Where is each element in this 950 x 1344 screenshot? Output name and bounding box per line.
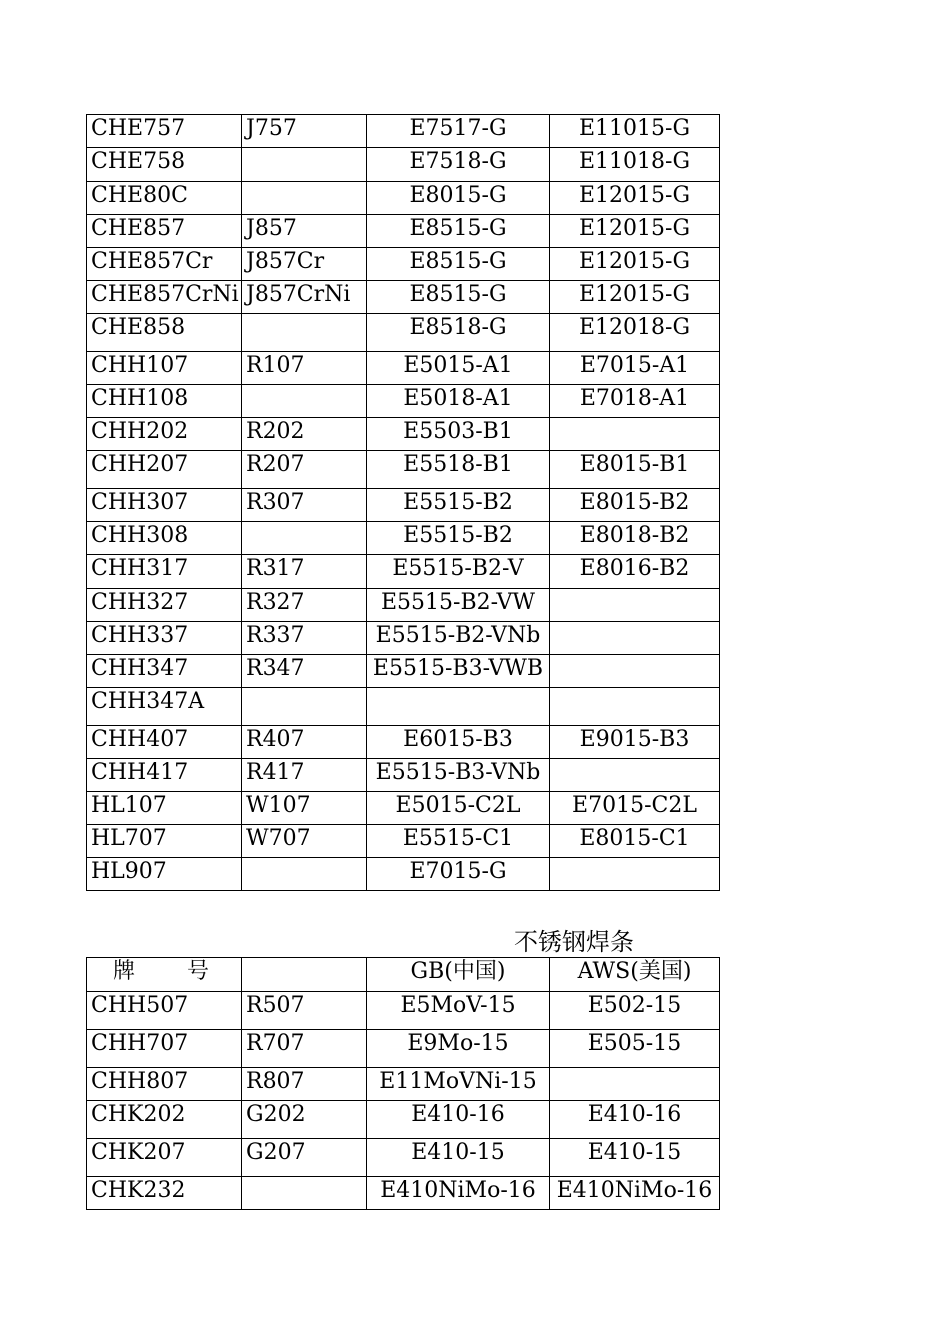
brand-cell: CHH307	[87, 489, 242, 522]
table-row	[87, 148, 720, 182]
gb-standard-cell: E7518-G	[367, 148, 550, 182]
old-brand-cell: R202	[242, 418, 367, 451]
gb-standard-cell: E5515-B2	[367, 489, 550, 522]
aws-standard-cell: E505-15	[550, 1030, 720, 1068]
aws-standard-cell	[550, 589, 720, 622]
old-brand-cell: J857CrNi	[242, 281, 367, 314]
stainless-table-body	[87, 992, 720, 1210]
table-row	[87, 858, 720, 891]
table-row	[87, 555, 720, 589]
brand-cell: CHH707	[87, 1030, 242, 1068]
gb-standard-cell: E5515-B3-VNb	[367, 759, 550, 792]
old-brand-cell: R407	[242, 726, 367, 759]
gb-standard-cell: E5518-B1	[367, 451, 550, 489]
gb-standard-cell: E410-15	[367, 1139, 550, 1177]
table-row	[87, 215, 720, 248]
old-brand-cell: R707	[242, 1030, 367, 1068]
gb-standard-cell: E5MoV-15	[367, 992, 550, 1030]
gb-standard-cell: E8515-G	[367, 215, 550, 248]
brand-cell: HL707	[87, 825, 242, 858]
gb-standard-cell: E11MoVNi-15	[367, 1068, 550, 1101]
header-aws: AWS(美国)	[550, 958, 720, 992]
electrode-table-upper	[86, 114, 720, 891]
old-brand-cell: R307	[242, 489, 367, 522]
old-brand-cell: J857	[242, 215, 367, 248]
header-gb: GB(中国)	[367, 958, 550, 992]
table-row	[87, 451, 720, 489]
header-brand-char-1: 牌	[113, 959, 136, 984]
brand-cell: CHH807	[87, 1068, 242, 1101]
brand-cell: CHH507	[87, 992, 242, 1030]
old-brand-cell	[242, 182, 367, 215]
gb-standard-cell: E8515-G	[367, 248, 550, 281]
brand-cell: CHE857	[87, 215, 242, 248]
gb-standard-cell: E7517-G	[367, 115, 550, 148]
brand-cell: CHH207	[87, 451, 242, 489]
aws-standard-cell: E410-15	[550, 1139, 720, 1177]
old-brand-cell	[242, 314, 367, 352]
gb-standard-cell: E410-16	[367, 1101, 550, 1139]
aws-standard-cell: E7018-A1	[550, 385, 720, 418]
brand-cell: CHK202	[87, 1101, 242, 1139]
brand-cell: CHH407	[87, 726, 242, 759]
table-row	[87, 1177, 720, 1210]
brand-cell: HL907	[87, 858, 242, 891]
old-brand-cell: R807	[242, 1068, 367, 1101]
brand-cell: CHH308	[87, 522, 242, 555]
table-row	[87, 385, 720, 418]
table-row	[87, 522, 720, 555]
brand-cell: CHH202	[87, 418, 242, 451]
brand-cell: CHE857CrNi	[87, 281, 242, 314]
header-brand-cell	[87, 958, 242, 992]
gb-standard-cell: E5503-B1	[367, 418, 550, 451]
table-row	[87, 1139, 720, 1177]
aws-standard-cell: E502-15	[550, 992, 720, 1030]
brand-cell: CHH108	[87, 385, 242, 418]
old-brand-cell: G202	[242, 1101, 367, 1139]
old-brand-cell: R417	[242, 759, 367, 792]
old-brand-cell: W707	[242, 825, 367, 858]
aws-standard-cell	[550, 688, 720, 726]
aws-standard-cell: E11018-G	[550, 148, 720, 182]
gb-standard-cell: E5018-A1	[367, 385, 550, 418]
table-row	[87, 489, 720, 522]
brand-cell: CHK207	[87, 1139, 242, 1177]
old-brand-cell	[242, 148, 367, 182]
old-brand-cell	[242, 385, 367, 418]
section-title: 不锈钢焊条	[514, 928, 634, 956]
brand-cell: CHE758	[87, 148, 242, 182]
old-brand-cell: R507	[242, 992, 367, 1030]
gb-standard-cell: E5515-B2-VNb	[367, 622, 550, 655]
brand-cell: CHH327	[87, 589, 242, 622]
table-row	[87, 115, 720, 148]
aws-standard-cell: E8016-B2	[550, 555, 720, 589]
table-row	[87, 688, 720, 726]
old-brand-cell: R337	[242, 622, 367, 655]
upper-table-body	[87, 115, 720, 891]
old-brand-cell: R317	[242, 555, 367, 589]
gb-standard-cell: E5515-C1	[367, 825, 550, 858]
aws-standard-cell	[550, 759, 720, 792]
brand-cell: CHE757	[87, 115, 242, 148]
table-row	[87, 248, 720, 281]
aws-standard-cell	[550, 1068, 720, 1101]
gb-standard-cell: E5015-A1	[367, 352, 550, 385]
gb-standard-cell: E8515-G	[367, 281, 550, 314]
gb-standard-cell: E8518-G	[367, 314, 550, 352]
aws-standard-cell: E8015-B1	[550, 451, 720, 489]
brand-cell: HL107	[87, 792, 242, 825]
gb-standard-cell	[367, 688, 550, 726]
table-row	[87, 1068, 720, 1101]
table-row	[87, 352, 720, 385]
table-row	[87, 759, 720, 792]
aws-standard-cell: E12018-G	[550, 314, 720, 352]
aws-standard-cell: E12015-G	[550, 215, 720, 248]
table-row	[87, 281, 720, 314]
gb-standard-cell: E5015-C2L	[367, 792, 550, 825]
aws-standard-cell: E12015-G	[550, 248, 720, 281]
aws-standard-cell: E9015-B3	[550, 726, 720, 759]
old-brand-cell: W107	[242, 792, 367, 825]
brand-cell: CHH107	[87, 352, 242, 385]
gb-standard-cell: E5515-B3-VWB	[367, 655, 550, 688]
header-brand-char-2: 号	[187, 959, 210, 984]
aws-standard-cell: E410-16	[550, 1101, 720, 1139]
table-row	[87, 1030, 720, 1068]
table-row	[87, 314, 720, 352]
table-row	[87, 182, 720, 215]
old-brand-cell	[242, 1177, 367, 1210]
old-brand-cell	[242, 522, 367, 555]
old-brand-cell: J857Cr	[242, 248, 367, 281]
brand-cell: CHK232	[87, 1177, 242, 1210]
brand-cell: CHE80C	[87, 182, 242, 215]
table-row	[87, 622, 720, 655]
old-brand-cell: J757	[242, 115, 367, 148]
old-brand-cell: R207	[242, 451, 367, 489]
old-brand-cell	[242, 858, 367, 891]
aws-standard-cell: E7015-C2L	[550, 792, 720, 825]
aws-standard-cell: E7015-A1	[550, 352, 720, 385]
table-row	[87, 792, 720, 825]
aws-standard-cell: E12015-G	[550, 281, 720, 314]
electrode-table-stainless	[86, 957, 720, 1210]
aws-standard-cell	[550, 858, 720, 891]
table-row	[87, 825, 720, 858]
brand-cell: CHH347	[87, 655, 242, 688]
brand-cell: CHH337	[87, 622, 242, 655]
old-brand-cell: R327	[242, 589, 367, 622]
aws-standard-cell: E8018-B2	[550, 522, 720, 555]
aws-standard-cell	[550, 655, 720, 688]
aws-standard-cell: E8015-B2	[550, 489, 720, 522]
gb-standard-cell: E7015-G	[367, 858, 550, 891]
table-header-row	[87, 958, 720, 992]
table-row	[87, 726, 720, 759]
table-row	[87, 655, 720, 688]
gb-standard-cell: E8015-G	[367, 182, 550, 215]
old-brand-cell: R347	[242, 655, 367, 688]
table-row	[87, 418, 720, 451]
aws-standard-cell: E11015-G	[550, 115, 720, 148]
aws-standard-cell	[550, 418, 720, 451]
brand-cell: CHE857Cr	[87, 248, 242, 281]
brand-cell: CHH347A	[87, 688, 242, 726]
gb-standard-cell: E5515-B2-V	[367, 555, 550, 589]
brand-cell: CHH417	[87, 759, 242, 792]
old-brand-cell	[242, 688, 367, 726]
brand-cell: CHH317	[87, 555, 242, 589]
header-col2	[242, 958, 367, 992]
gb-standard-cell: E6015-B3	[367, 726, 550, 759]
aws-standard-cell	[550, 622, 720, 655]
gb-standard-cell: E9Mo-15	[367, 1030, 550, 1068]
old-brand-cell: G207	[242, 1139, 367, 1177]
table-row	[87, 992, 720, 1030]
gb-standard-cell: E410NiMo-16	[367, 1177, 550, 1210]
brand-cell: CHE858	[87, 314, 242, 352]
table-row	[87, 1101, 720, 1139]
table-row	[87, 589, 720, 622]
gb-standard-cell: E5515-B2	[367, 522, 550, 555]
aws-standard-cell: E12015-G	[550, 182, 720, 215]
aws-standard-cell: E8015-C1	[550, 825, 720, 858]
aws-standard-cell: E410NiMo-16	[550, 1177, 720, 1210]
gb-standard-cell: E5515-B2-VW	[367, 589, 550, 622]
old-brand-cell: R107	[242, 352, 367, 385]
